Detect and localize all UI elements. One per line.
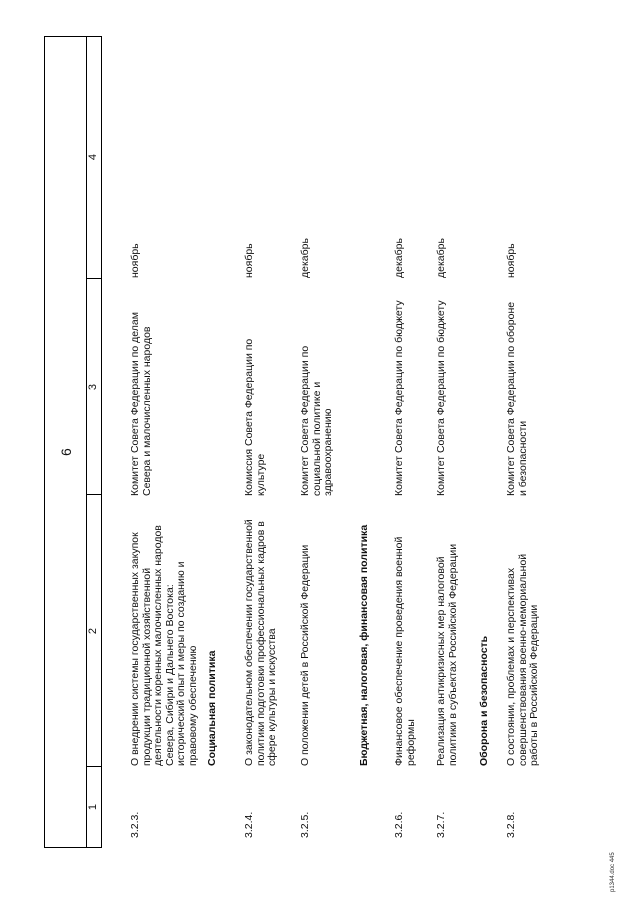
item-responsible: Комитет Совета Федерации по обороне и безопасности xyxy=(505,301,529,496)
item-number: 3.2.5. xyxy=(299,811,311,838)
item-topic: Финансовое обеспечение проведения военной реформы xyxy=(393,536,417,766)
document-file-stamp: р1344.doc 445 xyxy=(610,852,616,892)
item-month: ноябрь xyxy=(243,243,255,278)
item-number: 3.2.7. xyxy=(435,811,447,838)
section-heading-budget: Бюджетная, налоговая, финансовая политика xyxy=(358,524,370,766)
item-number: 3.2.4. xyxy=(243,811,255,838)
item-topic: О внедрении системы государственных закупок продукции традиционной хозяйственной деятельности коренных малочисленных народов Севера, Сибири и Дальнего Востока: исторический опыт и меры по созданию и правовому обеспечению xyxy=(129,525,199,766)
item-responsible: Комитет Совета Федерации по бюджету xyxy=(435,300,447,496)
column-separator xyxy=(86,278,102,279)
item-responsible: Комитет Совета Федерации по бюджету xyxy=(393,300,405,496)
item-responsible: Комиссия Совета Федерации по культуре xyxy=(243,338,267,496)
item-month: ноябрь xyxy=(129,243,141,278)
item-responsible: Комитет Совета Федерации по социальной политике и здравоохранению xyxy=(299,345,334,496)
item-month: декабрь xyxy=(299,238,311,278)
column-header-4: 4 xyxy=(87,153,99,161)
column-header-1: 1 xyxy=(87,803,99,811)
column-header-3: 3 xyxy=(87,383,99,391)
item-topic: Реализация антикризисных мер налоговой политики в субъектах Российской Федерации xyxy=(435,543,459,766)
item-responsible: Комитет Совета Федерации по делам Севера и малочисленных народов xyxy=(129,312,153,496)
item-topic: О состоянии, проблемах и перспективах совершенствования военно-мемориальной работы в Российской Федерации xyxy=(505,553,540,766)
item-number: 3.2.6. xyxy=(393,811,405,838)
item-topic: О законодательном обеспечении государственной политики подготовки профессиональных кадров в сфере культуры и искусства xyxy=(243,519,278,766)
column-header-2: 2 xyxy=(87,627,99,635)
item-number: 3.2.3. xyxy=(129,811,141,838)
column-separator xyxy=(86,766,102,767)
page-number: 6 xyxy=(58,448,74,456)
item-month: декабрь xyxy=(393,238,405,278)
section-heading-social: Социальная политика xyxy=(206,650,218,766)
column-separator xyxy=(86,494,102,495)
table-header xyxy=(44,36,102,848)
item-number: 3.2.8. xyxy=(505,811,517,838)
item-month: ноябрь xyxy=(505,243,517,278)
item-topic: О положении детей в Российской Федерации xyxy=(299,544,311,766)
section-heading-defense: Оборона и безопасность xyxy=(478,635,490,766)
item-month: декабрь xyxy=(435,238,447,278)
